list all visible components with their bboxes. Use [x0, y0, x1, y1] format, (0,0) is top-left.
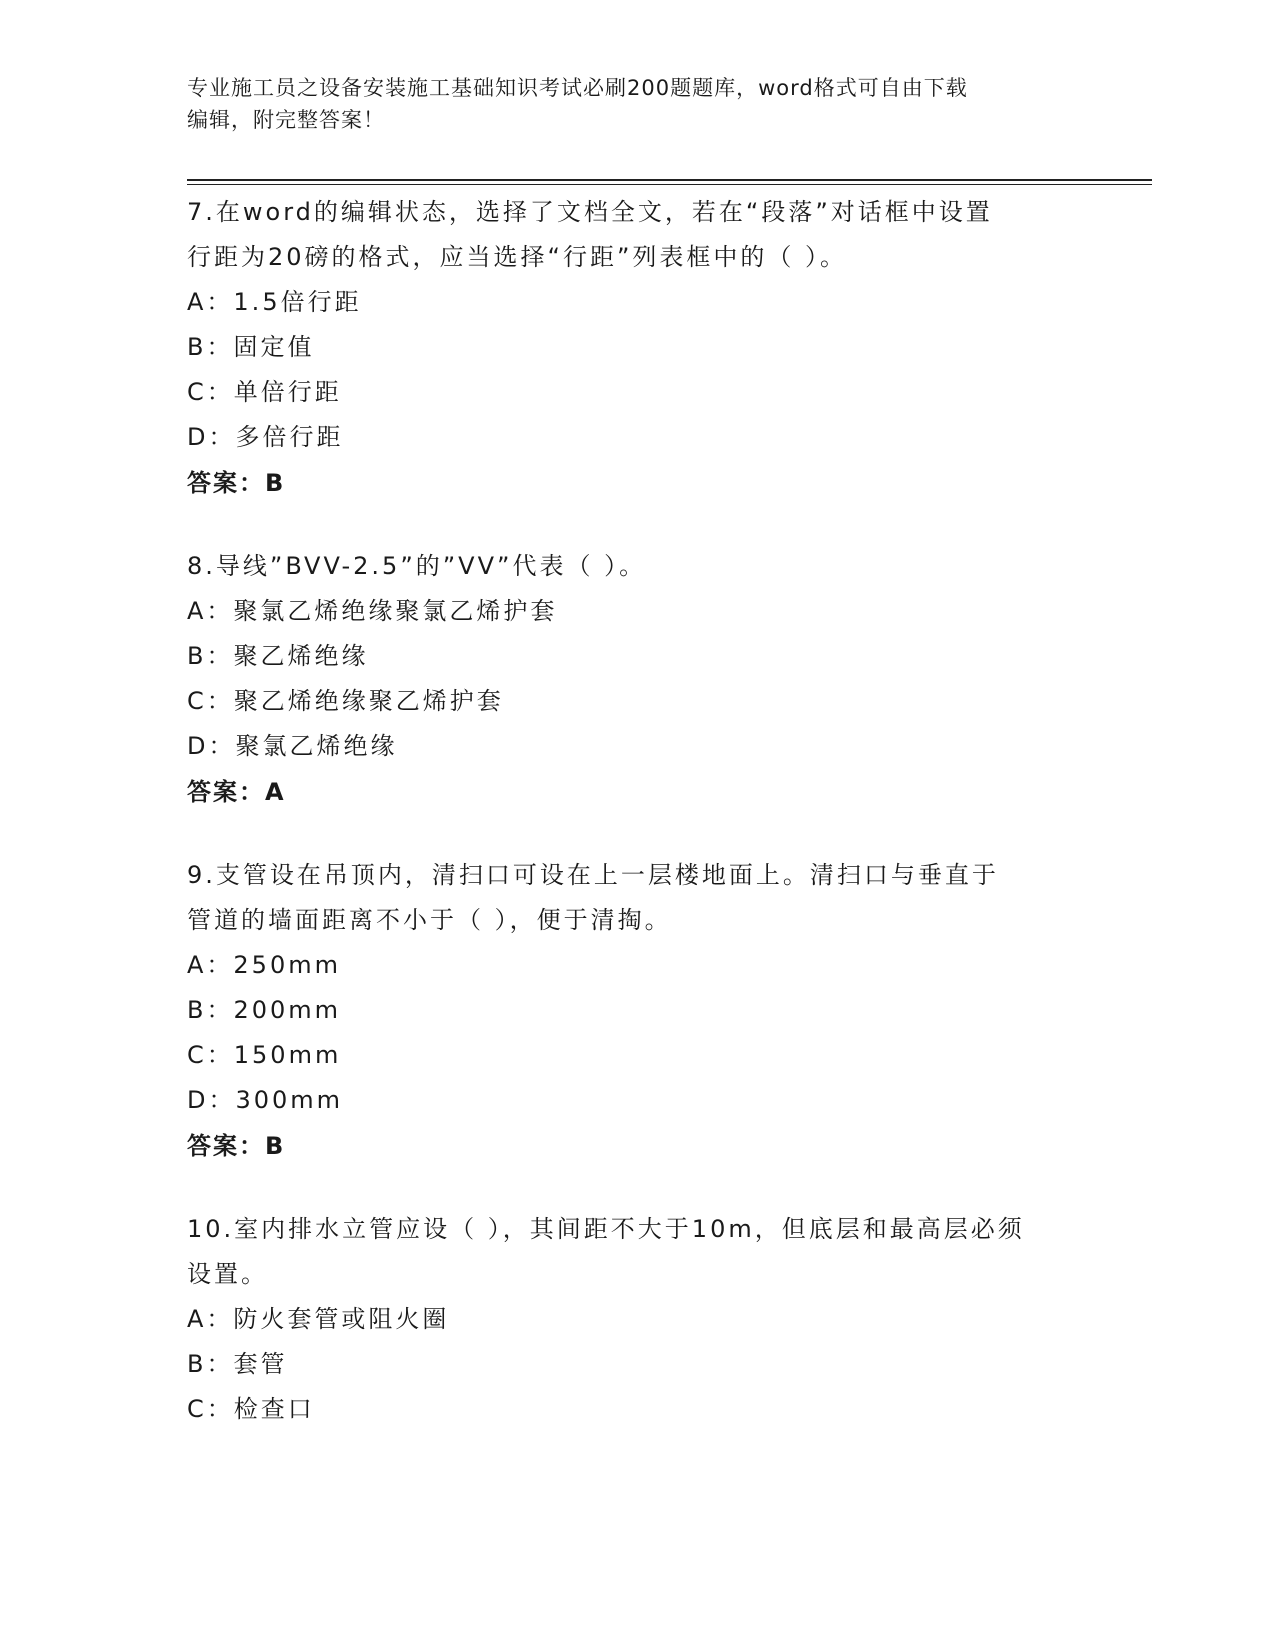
header-divider-thick — [187, 179, 1152, 181]
answer: 答案：A — [187, 778, 286, 806]
question-stem-line: 行距为20磅的格式，应当选择“行距”列表框中的（ ）。 — [187, 243, 848, 271]
header-divider-thin — [187, 184, 1152, 185]
option-c: C：检查口 — [187, 1395, 315, 1423]
option-c: C：150mm — [187, 1041, 342, 1069]
question-stem-line: 设置。 — [187, 1260, 268, 1288]
option-b: B：200mm — [187, 996, 342, 1024]
question-stem-line: 管道的墙面距离不小于（ ），便于清掏。 — [187, 906, 672, 934]
option-b: B：套管 — [187, 1350, 288, 1378]
option-b: B：固定值 — [187, 333, 315, 361]
option-d: D：多倍行距 — [187, 423, 344, 451]
option-c: C：单倍行距 — [187, 378, 342, 406]
question-8 — [187, 544, 1087, 815]
option-a: A：防火套管或阻火圈 — [187, 1305, 450, 1333]
answer: 答案：B — [187, 1132, 286, 1160]
answer: 答案：B — [187, 469, 286, 497]
option-a: A：1.5倍行距 — [187, 288, 362, 316]
document-header — [187, 72, 1087, 136]
question-10 — [187, 1207, 1087, 1432]
question-stem-line: 10.室内排水立管应设（ ），其间距不大于10m，但底层和最高层必须 — [187, 1215, 1025, 1243]
option-a: A：聚氯乙烯绝缘聚氯乙烯护套 — [187, 597, 558, 625]
option-d: D：聚氯乙烯绝缘 — [187, 732, 398, 760]
option-c: C：聚乙烯绝缘聚乙烯护套 — [187, 687, 504, 715]
question-7 — [187, 190, 1087, 506]
question-stem-line: 8.导线”BVV-2.5”的”VV”代表（ ）。 — [187, 552, 647, 580]
header-title-line-2: 编辑，附完整答案！ — [187, 108, 385, 132]
question-9 — [187, 853, 1087, 1169]
question-list — [187, 190, 1087, 1470]
question-stem-line: 9.支管设在吊顶内，清扫口可设在上一层楼地面上。清扫口与垂直于 — [187, 861, 999, 889]
question-stem-line: 7.在word的编辑状态，选择了文档全文，若在“段落”对话框中设置 — [187, 198, 993, 226]
option-a: A：250mm — [187, 951, 341, 979]
option-d: D：300mm — [187, 1086, 344, 1114]
header-title-line-1: 专业施工员之设备安装施工基础知识考试必刷200题题库，word格式可自由下载 — [187, 76, 968, 100]
option-b: B：聚乙烯绝缘 — [187, 642, 369, 670]
